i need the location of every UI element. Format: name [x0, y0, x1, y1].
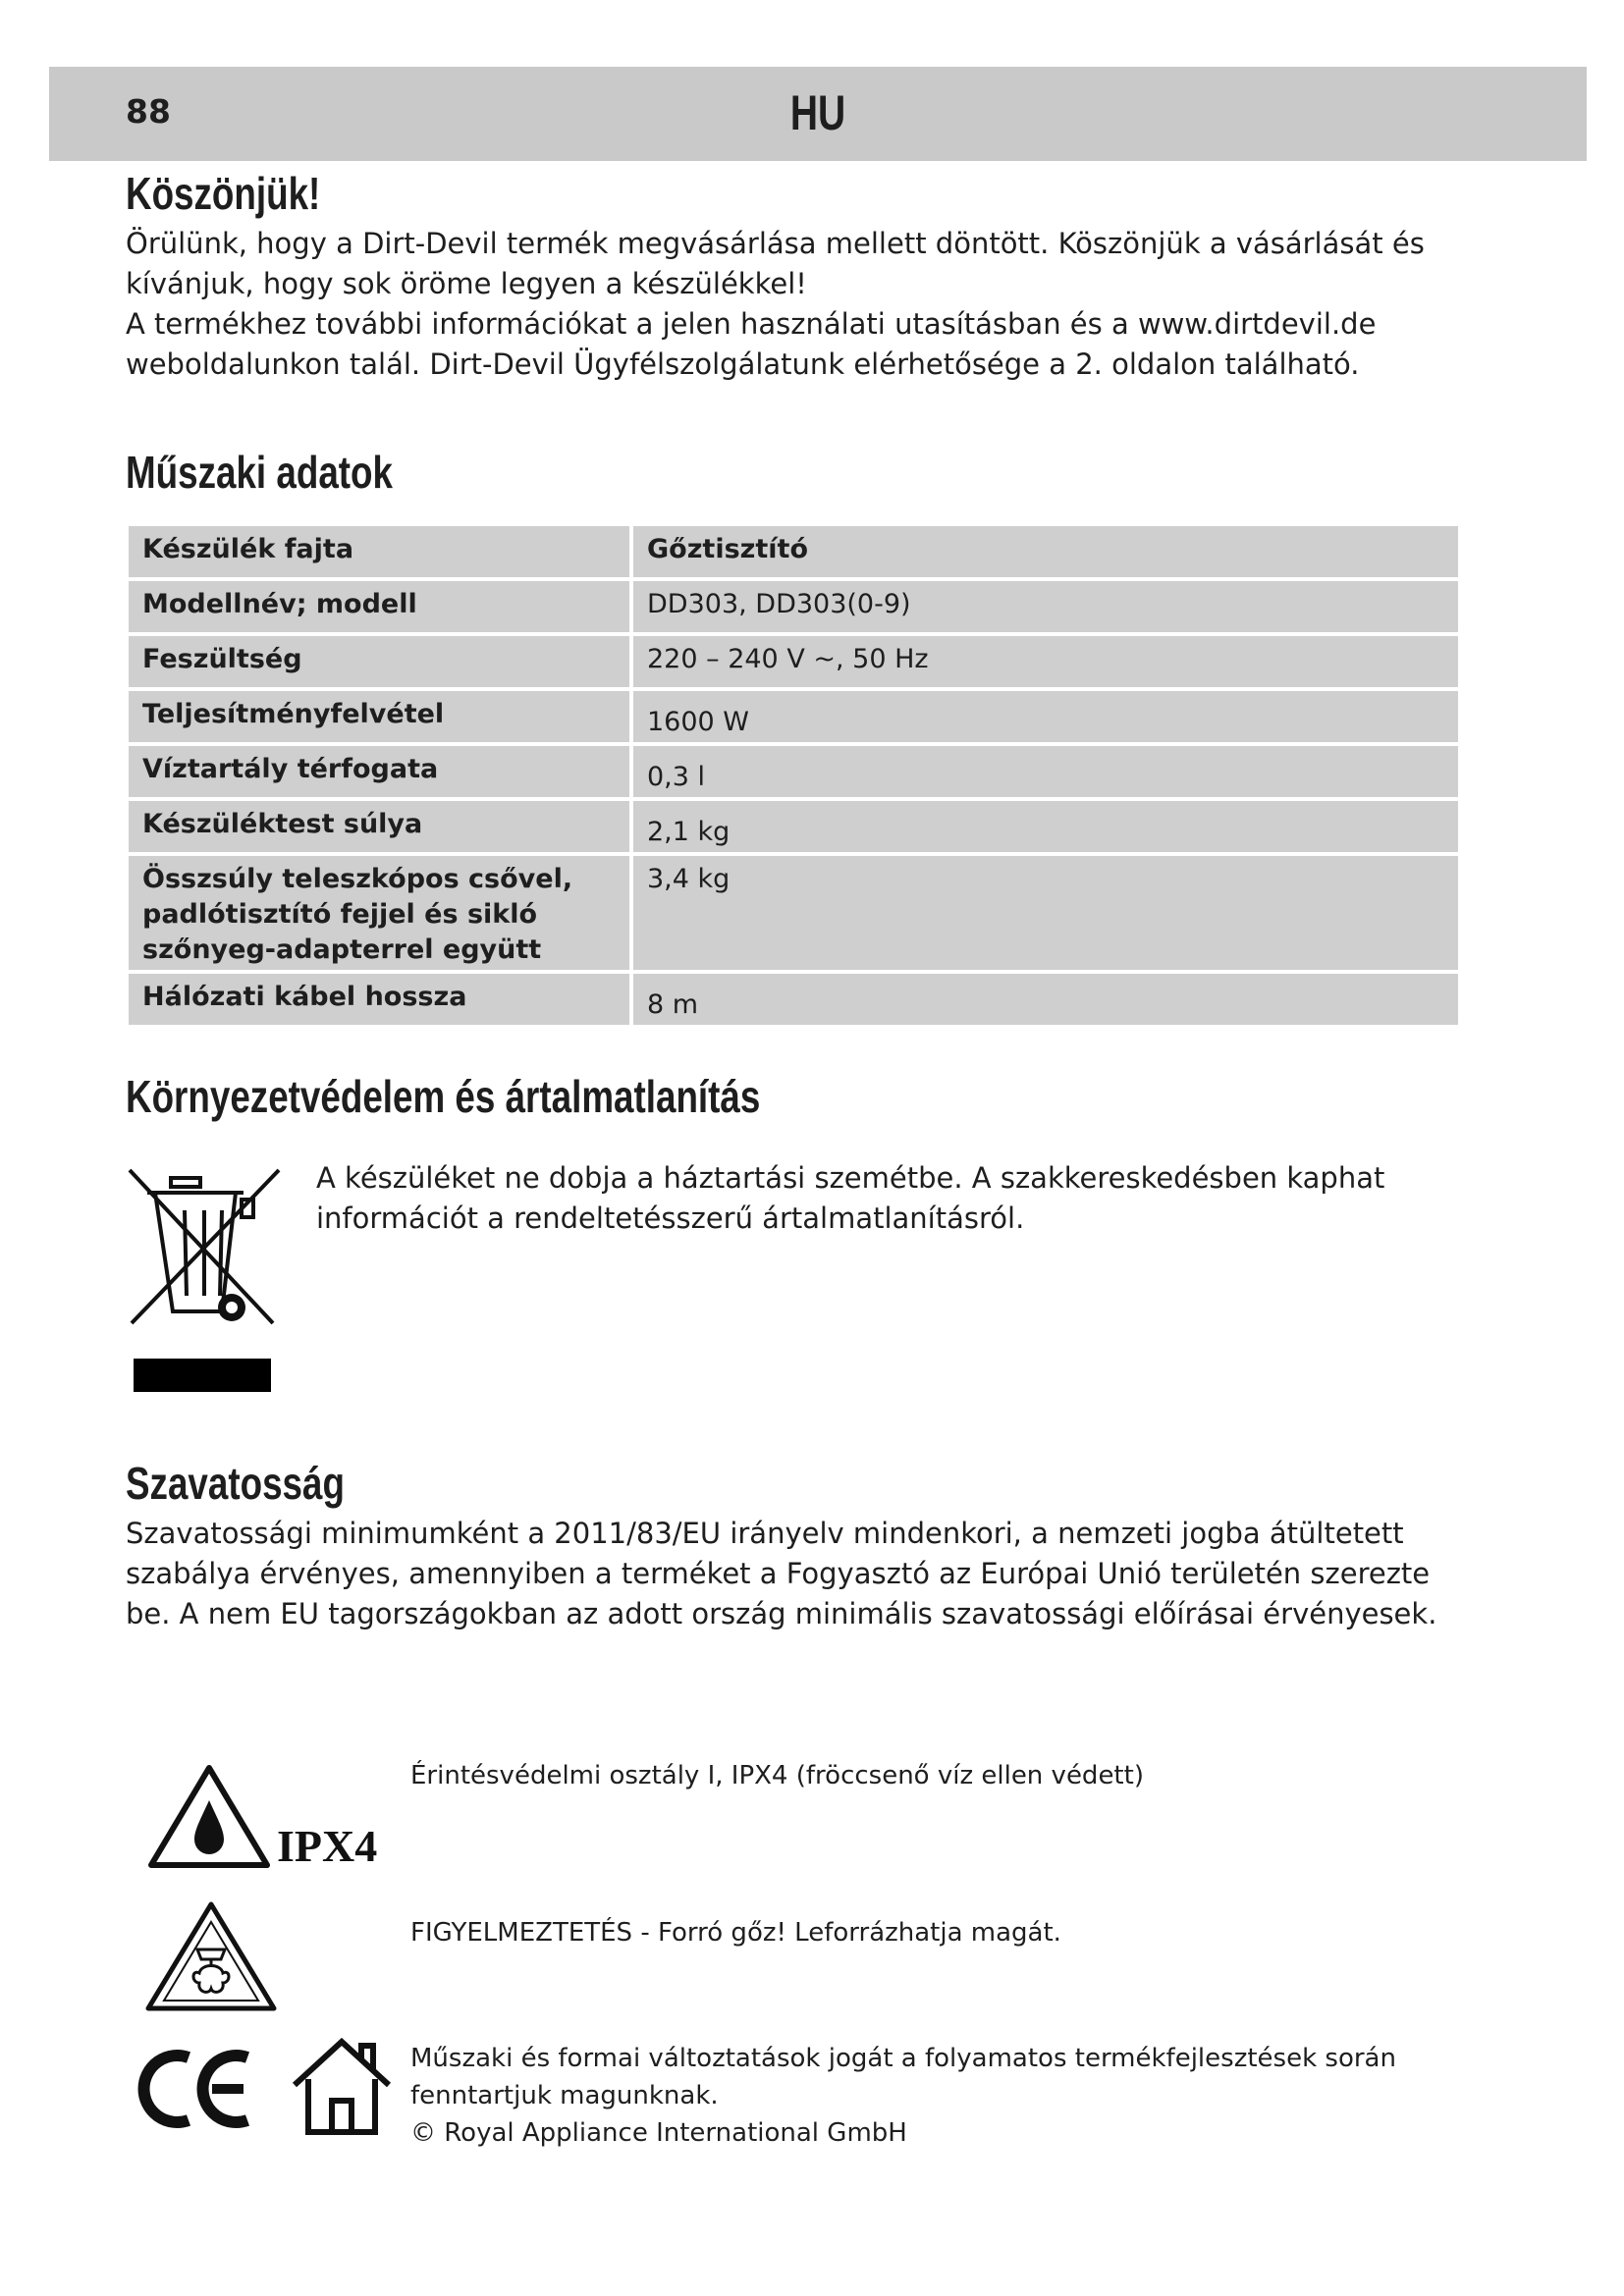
spec-value: DD303, DD303(0-9) — [633, 581, 1458, 632]
ce-mark-icon — [132, 2044, 259, 2134]
intro-paragraph: Örülünk, hogy a Dirt-Devil termék megvásárlása mellett döntött. Köszönjük a vásárlását és kívánjuk, hogy sok öröme legyen a készülékkel! — [126, 227, 1425, 300]
intro-text — [126, 224, 1471, 385]
table-row — [129, 526, 1458, 577]
indoor-use-house-icon — [291, 2036, 393, 2138]
spec-value: 1600 W — [633, 691, 1458, 742]
ipx-text: Érintésvédelmi osztály I, IPX4 (fröccsenő víz ellen védett) — [410, 1761, 1144, 1790]
hot-steam-warning-icon — [142, 1898, 280, 2016]
language-code: HU — [789, 85, 846, 140]
table-row — [129, 636, 1458, 687]
spec-label: Modellnév; modell — [129, 581, 629, 632]
crossed-bin-icon — [126, 1166, 283, 1404]
spec-value: 3,4 kg — [633, 856, 1458, 970]
ipx4-label: IPX4 — [277, 1821, 378, 1871]
spec-value: 8 m — [633, 974, 1458, 1025]
steam-warning-text: FIGYELMEZTETÉS - Forró gőz! Leforrázhatja magát. — [410, 1918, 1061, 1948]
warranty-title: Szavatosság — [126, 1458, 345, 1509]
environment-title: Környezetvédelem és ártalmatlanítás — [126, 1071, 761, 1122]
page-number: 88 — [126, 92, 171, 131]
legal-text — [410, 2040, 1471, 2152]
table-row — [129, 856, 1458, 970]
spec-value: 2,1 kg — [633, 801, 1458, 852]
spec-label: Készülék fajta — [129, 526, 629, 577]
warranty-text: Szavatossági minimumként a 2011/83/EU irányelv mindenkori, a nemzeti jogba átültetett szabálya érvényes, amennyiben a terméket a Fogyasztó az Európai Unió területén szerezte be. A nem EU tagországokban az adott ország minimális szavatossági előírásai érvényesek. — [126, 1517, 1437, 1630]
specs-table — [125, 522, 1462, 1029]
spec-label: Teljesítményfelvétel — [129, 691, 629, 742]
intro-title: Köszönjük! — [126, 168, 321, 219]
spec-label: Hálózati kábel hossza — [129, 974, 629, 1025]
water-drop-warning-icon — [145, 1763, 273, 1873]
spec-label: Feszültség — [129, 636, 629, 687]
table-row — [129, 974, 1458, 1025]
environment-text: A készüléket ne dobja a háztartási szemétbe. A szakkereskedésben kaphat információt a rendeltetésszerű ártalmatlanításról. — [316, 1161, 1385, 1235]
spec-value: Gőztisztító — [633, 526, 1458, 577]
spec-label: Összsúly teleszkópos csővel, padlótisztító fejjel és sikló szőnyeg-adapterrel együtt — [129, 856, 629, 970]
table-row — [129, 801, 1458, 852]
intro-paragraph: A termékhez további információkat a jelen használati utasításban és a www.dirtdevil.de weboldalunkon talál. Dirt-Devil Ügyfélszolgálatunk elérhetősége a 2. oldalon található. — [126, 307, 1377, 381]
spec-value: 220 – 240 V ~, 50 Hz — [633, 636, 1458, 687]
table-row — [129, 581, 1458, 632]
copyright: © Royal Appliance International GmbH — [410, 2118, 907, 2148]
table-row — [129, 691, 1458, 742]
spec-label: Készüléktest súlya — [129, 801, 629, 852]
spec-label: Víztartály térfogata — [129, 746, 629, 797]
changes-notice: Műszaki és formai változtatások jogát a folyamatos termékfejlesztések során fenntartjuk magunknak. — [410, 2044, 1396, 2110]
spec-value: 0,3 l — [633, 746, 1458, 797]
page-header — [49, 67, 1587, 161]
table-row — [129, 746, 1458, 797]
specs-title: Műszaki adatok — [126, 447, 393, 498]
